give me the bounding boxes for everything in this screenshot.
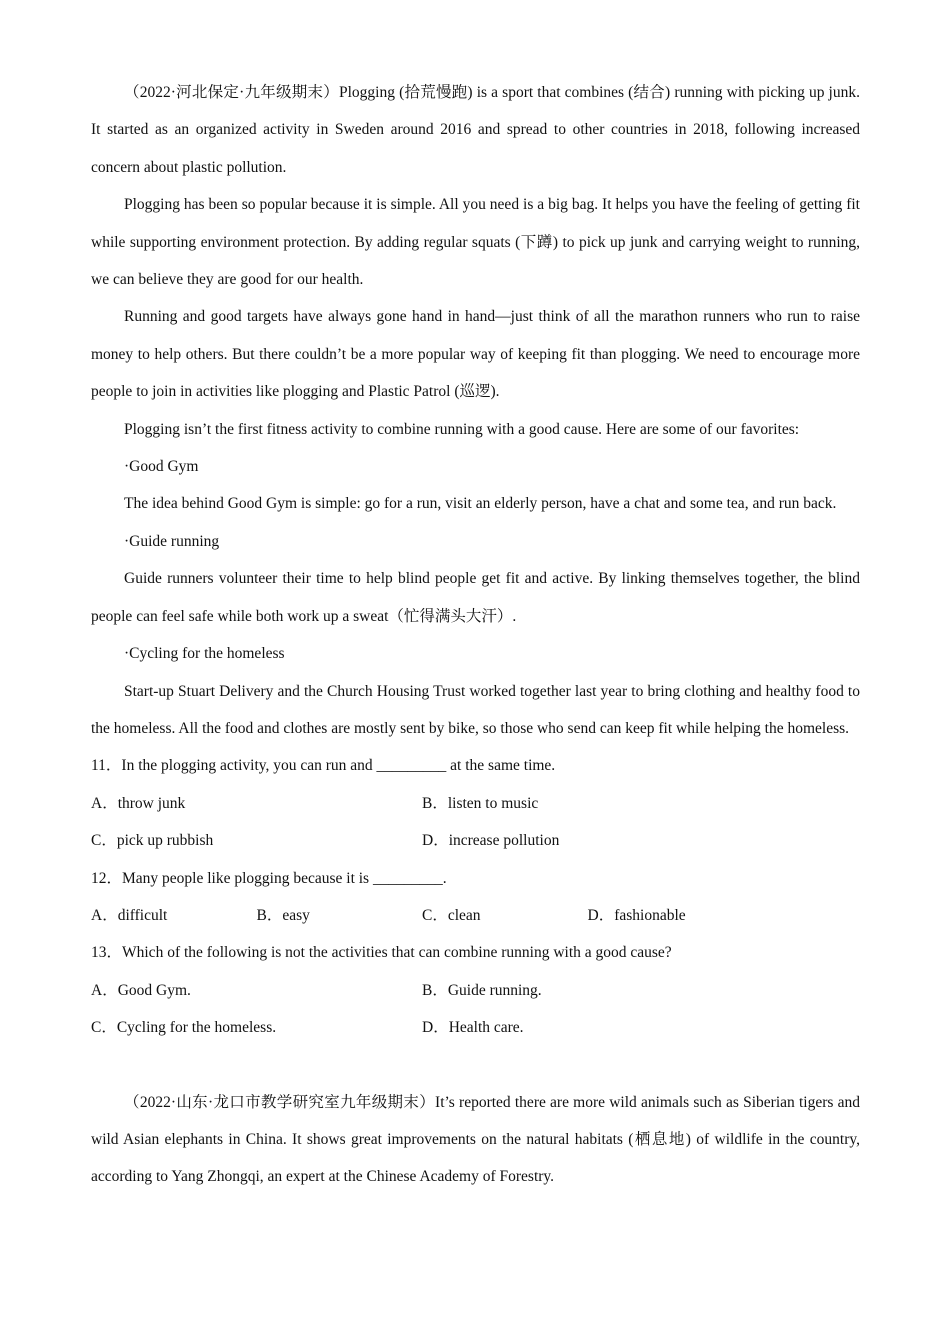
passage-2-paragraph-1: （2022·山东·龙口市教学研究室九年级期末）It’s reported there are more wild animals such as Siberian tigers and wild Asian elephants in China. It shows great improvements on the natural habitats (栖息地) of wildlife in the country, according to Yang Zhongqi, an expert at the Chinese Academy of Forestry. xyxy=(91,1093,860,1186)
question-stem: 11．In the plogging activity, you can run and _________ at the same time. xyxy=(91,757,556,775)
option-a[interactable]: A．throw junk xyxy=(91,794,186,812)
option-row xyxy=(91,822,860,859)
option-row xyxy=(91,972,860,1009)
option-a[interactable]: A．Good Gym. xyxy=(91,981,191,999)
question-12 xyxy=(91,860,860,935)
passage-1-paragraph-2: Plogging has been so popular because it is simple. All you need is a big bag. It helps you have the feeling of getting fit while supporting environment protection. By adding regular squats (下蹲) to pick up junk and carrying weight to running, we can believe they are good for our health. xyxy=(91,196,860,289)
question-13 xyxy=(91,934,860,1046)
passage-2 xyxy=(91,1084,860,1196)
passage-1-paragraph-1: （2022·河北保定·九年级期末）Plogging (拾荒慢跑) is a sport that combines (结合) running with picking up junk. It started as an organized activity in Sweden around 2016 and spread to other countries in 2018, following increased concern about plastic pollution. xyxy=(91,84,860,176)
heading-good-gym: ·Good Gym xyxy=(124,458,199,476)
option-a[interactable]: A．difficult xyxy=(91,906,168,924)
question-stem: 13．Which of the following is not the activities that can combine running with a good cause? xyxy=(91,944,672,962)
option-b[interactable]: B．listen to music xyxy=(422,794,539,812)
option-row xyxy=(91,897,860,934)
option-b[interactable]: B．Guide running. xyxy=(422,981,542,999)
question-11 xyxy=(91,747,860,859)
question-stem: 12．Many people like plogging because it is _________. xyxy=(91,869,447,887)
option-b[interactable]: B．easy xyxy=(256,906,310,924)
passage-1 xyxy=(91,74,860,747)
section-gap xyxy=(91,1047,860,1084)
option-row xyxy=(91,785,860,822)
option-c[interactable]: C．pick up rubbish xyxy=(91,832,214,850)
option-c[interactable]: C．clean xyxy=(422,906,481,924)
passage-1-paragraph-5: The idea behind Good Gym is simple: go for a run, visit an elderly person, have a chat and some tea, and run back. xyxy=(124,495,837,513)
option-d[interactable]: D．Health care. xyxy=(422,1019,524,1037)
passage-1-paragraph-4: Plogging isn’t the first fitness activity to combine running with a good cause. Here are some of our favorites: xyxy=(124,420,800,438)
passage-1-paragraph-3: Running and good targets have always gone hand in hand—just think of all the marathon runners who run to raise money to help others. But there couldn’t be a more popular way of keeping fit than plogging. We need to encourage more people to join in activities like plogging and Plastic Patrol (巡逻). xyxy=(91,308,860,401)
passage-1-paragraph-7: Start-up Stuart Delivery and the Church Housing Trust worked together last year to bring clothing and healthy food to the homeless. All the food and clothes are mostly sent by bike, so those who send can keep fit while helping the homeless. xyxy=(91,682,860,737)
passage-1-paragraph-6: Guide runners volunteer their time to help blind people get fit and active. By linking themselves together, the blind people can feel safe while both work up a sweat（忙得满头大汗）. xyxy=(91,570,860,625)
option-c[interactable]: C．Cycling for the homeless. xyxy=(91,1019,277,1037)
option-d[interactable]: D．fashionable xyxy=(587,906,686,924)
heading-guide-running: ·Guide running xyxy=(124,532,220,550)
option-row xyxy=(91,1009,860,1046)
questions xyxy=(91,747,860,1046)
heading-cycling-for-the-homeless: ·Cycling for the homeless xyxy=(124,645,285,663)
option-d[interactable]: D．increase pollution xyxy=(422,832,560,850)
